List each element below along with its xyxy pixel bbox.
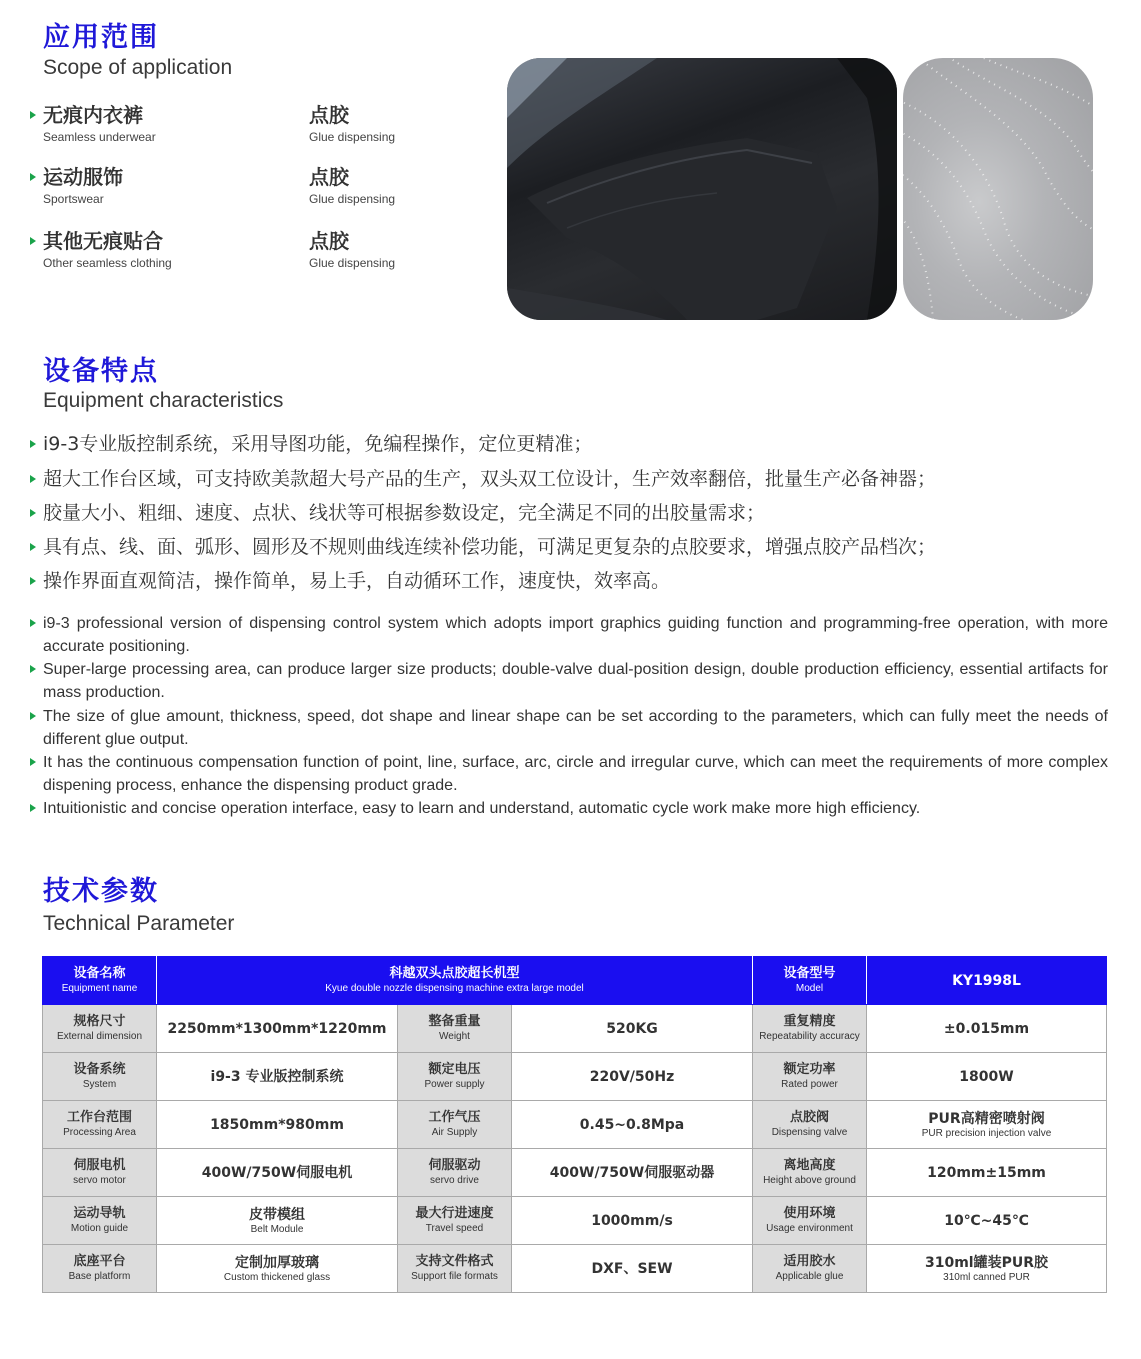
feature-text-en: i9-3 professional version of dispensing control system which adopts import graphics guiding function and programming-free operation, with more accurate positioning. <box>43 615 1108 655</box>
spec-value-cell <box>512 1149 753 1197</box>
spec-label-cell <box>398 1197 512 1245</box>
spec-label-en: Usage environment <box>766 1223 853 1234</box>
spec-label-cn: 离地高度 <box>783 1158 836 1173</box>
spec-label-cell <box>753 1197 867 1245</box>
spec-label-cn: 额定电压 <box>428 1062 481 1077</box>
spec-label-cn: 伺服电机 <box>73 1158 126 1173</box>
spec-value: DXF、SEW <box>591 1260 673 1277</box>
spec-value: 0.45~0.8Mpa <box>579 1116 685 1133</box>
spec-value-cell <box>157 1005 398 1053</box>
spec-label-en: servo drive <box>430 1175 479 1186</box>
application-name-en: Other seamless clothing <box>43 256 172 270</box>
spec-value: 1850mm*980mm <box>210 1116 344 1133</box>
spec-label-cn: 适用胶水 <box>783 1254 836 1269</box>
spec-value-sub: Custom thickened glass <box>223 1271 331 1283</box>
spec-value: 400W/750W伺服驱动器 <box>549 1164 715 1181</box>
spec-label-cn: 额定功率 <box>783 1062 836 1077</box>
feature-item-cn <box>30 567 1120 597</box>
spec-value-sub: Belt Module <box>250 1223 304 1235</box>
bullet-triangle-icon <box>30 509 36 517</box>
feature-item-en <box>30 658 1108 704</box>
table-row <box>43 1101 1107 1149</box>
spec-label-cn: 使用环境 <box>783 1206 836 1221</box>
feature-item-en <box>30 751 1108 797</box>
bullet-triangle-icon <box>30 619 36 627</box>
spec-value-cell <box>512 1101 753 1149</box>
spec-label-cell <box>43 1053 157 1101</box>
spec-label-cell <box>398 1005 512 1053</box>
application-name-en: Sportswear <box>43 192 104 206</box>
spec-label-cn: 运动导轨 <box>73 1206 126 1221</box>
equipment-name-label: 设备名称 Equipment name <box>43 957 157 1005</box>
spec-label-cell <box>43 1005 157 1053</box>
spec-value: ±0.015mm <box>943 1020 1030 1037</box>
application-subtitle: Scope of application <box>43 56 233 79</box>
application-use-en: Glue dispensing <box>309 256 396 270</box>
spec-label-en: Dispensing valve <box>771 1127 848 1138</box>
spec-label-cn: 规格尺寸 <box>73 1014 126 1029</box>
equipment-name-value: 科越双头点胶超长机型 Kyue double nozzle dispensing machine extra large model <box>157 957 753 1005</box>
bullet-triangle-icon <box>30 543 36 551</box>
table-row <box>43 1005 1107 1053</box>
spec-label-en: Travel speed <box>425 1223 484 1234</box>
spec-body <box>43 1005 1107 1293</box>
spec-value-cell <box>512 1245 753 1293</box>
bullet-triangle-icon <box>30 577 36 585</box>
spec-label-cn: 最大行进速度 <box>415 1206 494 1221</box>
product-photo-glue-dots <box>903 58 1093 320</box>
spec-label-cn: 点胶阀 <box>790 1110 830 1125</box>
spec-value-cell <box>867 1245 1107 1293</box>
feature-text-en: The size of glue amount, thickness, speed, dot shape and linear shape can be set according to the parameters, which can fully meet the needs of different glue output. <box>43 708 1108 748</box>
bullet-triangle-icon <box>30 712 36 720</box>
bullet-triangle-icon <box>30 665 36 673</box>
spec-value-cell <box>867 1005 1107 1053</box>
spec-label-cell <box>43 1245 157 1293</box>
spec-table <box>42 956 1107 1293</box>
bullet-triangle-icon <box>30 758 36 766</box>
spec-label-en: Motion guide <box>70 1223 129 1234</box>
application-name-cn: 无痕内衣裤 <box>43 103 143 127</box>
spec-label-cell <box>753 1005 867 1053</box>
spec-label-en: Processing Area <box>63 1127 136 1138</box>
spec-label-cell <box>43 1101 157 1149</box>
application-item <box>30 164 450 210</box>
spec-label-cell <box>753 1149 867 1197</box>
spec-label-cell <box>398 1101 512 1149</box>
feature-item-en <box>30 797 1108 820</box>
technical-subtitle: Technical Parameter <box>43 912 235 935</box>
application-use-en: Glue dispensing <box>309 130 396 144</box>
spec-value: 定制加厚玻璃 <box>235 1254 319 1271</box>
product-photo-fabric <box>507 58 897 320</box>
spec-label-en: Repeatability accuracy <box>759 1031 860 1042</box>
bullet-triangle-icon <box>30 173 36 181</box>
application-item <box>30 102 450 148</box>
feature-text-cn: 胶量大小、粗细、速度、点状、线状等可根据参数设定，完全满足不同的出胶量需求； <box>43 502 766 524</box>
spec-value: i9-3 专业版控制系统 <box>210 1068 344 1085</box>
bullet-triangle-icon <box>30 111 36 119</box>
fabric-illustration <box>507 58 897 320</box>
spec-value-sub: 310ml canned PUR <box>943 1271 1030 1283</box>
feature-item-en <box>30 705 1108 751</box>
feature-text-cn: 超大工作台区域，可支持欧美款超大号产品的生产，双头双工位设计，生产效率翻倍，批量生产必备神器； <box>43 468 937 490</box>
spec-header-row <box>43 957 1107 1005</box>
application-name-cn: 运动服饰 <box>43 165 123 189</box>
spec-label-cell <box>398 1149 512 1197</box>
spec-label-cn: 支持文件格式 <box>415 1254 494 1269</box>
bullet-triangle-icon <box>30 804 36 812</box>
spec-label-cell <box>43 1197 157 1245</box>
spec-value-cell <box>512 1053 753 1101</box>
spec-value: 2250mm*1300mm*1220mm <box>167 1020 387 1037</box>
spec-label-cell <box>753 1053 867 1101</box>
spec-label-en: External dimension <box>56 1031 143 1042</box>
model-value: KY1998L <box>867 957 1107 1005</box>
spec-label-en: Height above ground <box>763 1175 856 1186</box>
spec-value-cell <box>867 1149 1107 1197</box>
table-row <box>43 1149 1107 1197</box>
application-use-en: Glue dispensing <box>309 192 396 206</box>
bullet-triangle-icon <box>30 440 36 448</box>
spec-value: 400W/750W伺服电机 <box>201 1164 353 1181</box>
spec-label-en: Support file formats <box>411 1271 498 1282</box>
spec-label-en: Power supply <box>424 1079 485 1090</box>
spec-label-cn: 设备系统 <box>73 1062 126 1077</box>
spec-label-cn: 伺服驱动 <box>428 1158 481 1173</box>
application-use-cn: 点胶 <box>309 229 349 253</box>
spec-value-cell <box>867 1053 1107 1101</box>
table-row <box>43 1245 1107 1293</box>
feature-item-cn <box>30 533 1120 563</box>
application-use-cn: 点胶 <box>309 165 349 189</box>
feature-item-cn <box>30 430 1120 460</box>
bullet-triangle-icon <box>30 475 36 483</box>
spec-value-cell <box>157 1149 398 1197</box>
spec-label-cell <box>398 1053 512 1101</box>
spec-label-en: Rated power <box>781 1079 838 1090</box>
model-label: 设备型号 Model <box>753 957 867 1005</box>
application-name-en: Seamless underwear <box>43 130 156 144</box>
spec-value-cell <box>512 1197 753 1245</box>
spec-value-cell <box>157 1197 398 1245</box>
spec-value: PUR高精密喷射阀 <box>928 1110 1045 1127</box>
feature-text-en: Intuitionistic and concise operation interface, easy to learn and understand, automatic cycle work make more high efficiency. <box>43 800 921 817</box>
features-subtitle: Equipment characteristics <box>43 389 284 412</box>
feature-item-en <box>30 612 1108 658</box>
spec-value: 120mm±15mm <box>927 1164 1046 1181</box>
spec-value-sub: PUR precision injection valve <box>921 1127 1052 1139</box>
glue-dots-illustration <box>903 58 1093 320</box>
table-row <box>43 1197 1107 1245</box>
spec-label-cn: 整备重量 <box>428 1014 481 1029</box>
spec-label-en: Applicable glue <box>775 1271 844 1282</box>
table-row <box>43 1053 1107 1101</box>
feature-text-en: It has the continuous compensation function of point, line, surface, arc, circle and irregular curve, which can meet the requirements of more complex dispening process, enhance the dispensing product grade. <box>43 754 1108 794</box>
spec-label-en: System <box>82 1079 117 1090</box>
spec-label-cell <box>753 1245 867 1293</box>
spec-value: 220V/50Hz <box>589 1068 675 1085</box>
feature-text-cn: 操作界面直观简洁，操作简单，易上手，自动循环工作，速度快，效率高。 <box>43 570 671 592</box>
feature-item-cn <box>30 499 1120 529</box>
spec-value-cell <box>867 1101 1107 1149</box>
spec-label-cell <box>398 1245 512 1293</box>
spec-value-cell <box>512 1005 753 1053</box>
feature-text-en: Super-large processing area, can produce larger size products; double-valve dual-position design, double production efficiency, essential artifacts for mass production. <box>43 661 1108 701</box>
spec-value: 310ml罐装PUR胶 <box>925 1254 1049 1271</box>
spec-label-cell <box>753 1101 867 1149</box>
spec-label-en: servo motor <box>73 1175 126 1186</box>
application-use-cn: 点胶 <box>309 103 349 127</box>
features-title: 设备特点 <box>43 356 159 387</box>
feature-text-cn: 具有点、线、面、弧形、圆形及不规则曲线连续补偿功能，可满足更复杂的点胶要求，增强点胶产品档次； <box>43 536 937 558</box>
spec-value-cell <box>157 1245 398 1293</box>
application-name-cn: 其他无痕贴合 <box>43 229 163 253</box>
spec-label-cn: 重复精度 <box>783 1014 836 1029</box>
spec-value: 520KG <box>606 1020 658 1037</box>
spec-label-cn: 工作台范围 <box>66 1110 132 1125</box>
spec-value-cell <box>867 1197 1107 1245</box>
spec-label-en: Weight <box>439 1031 470 1042</box>
spec-value: 1800W <box>959 1068 1014 1085</box>
application-title: 应用范围 <box>43 22 159 53</box>
spec-value: 皮带模组 <box>249 1206 305 1223</box>
spec-value: 10℃~45℃ <box>944 1212 1029 1229</box>
bullet-triangle-icon <box>30 237 36 245</box>
technical-title: 技术参数 <box>43 876 159 907</box>
spec-label-cn: 工作气压 <box>428 1110 481 1125</box>
spec-value-cell <box>157 1101 398 1149</box>
spec-value-cell <box>157 1053 398 1101</box>
application-item <box>30 228 450 274</box>
spec-label-cn: 底座平台 <box>73 1254 126 1269</box>
spec-label-en: Base platform <box>68 1271 131 1282</box>
spec-label-cell <box>43 1149 157 1197</box>
spec-value: 1000mm/s <box>591 1212 673 1229</box>
spec-label-en: Air Supply <box>431 1127 478 1138</box>
feature-text-cn: i9-3专业版控制系统，采用导图功能，免编程操作，定位更精准； <box>43 433 593 455</box>
feature-item-cn <box>30 465 1120 495</box>
